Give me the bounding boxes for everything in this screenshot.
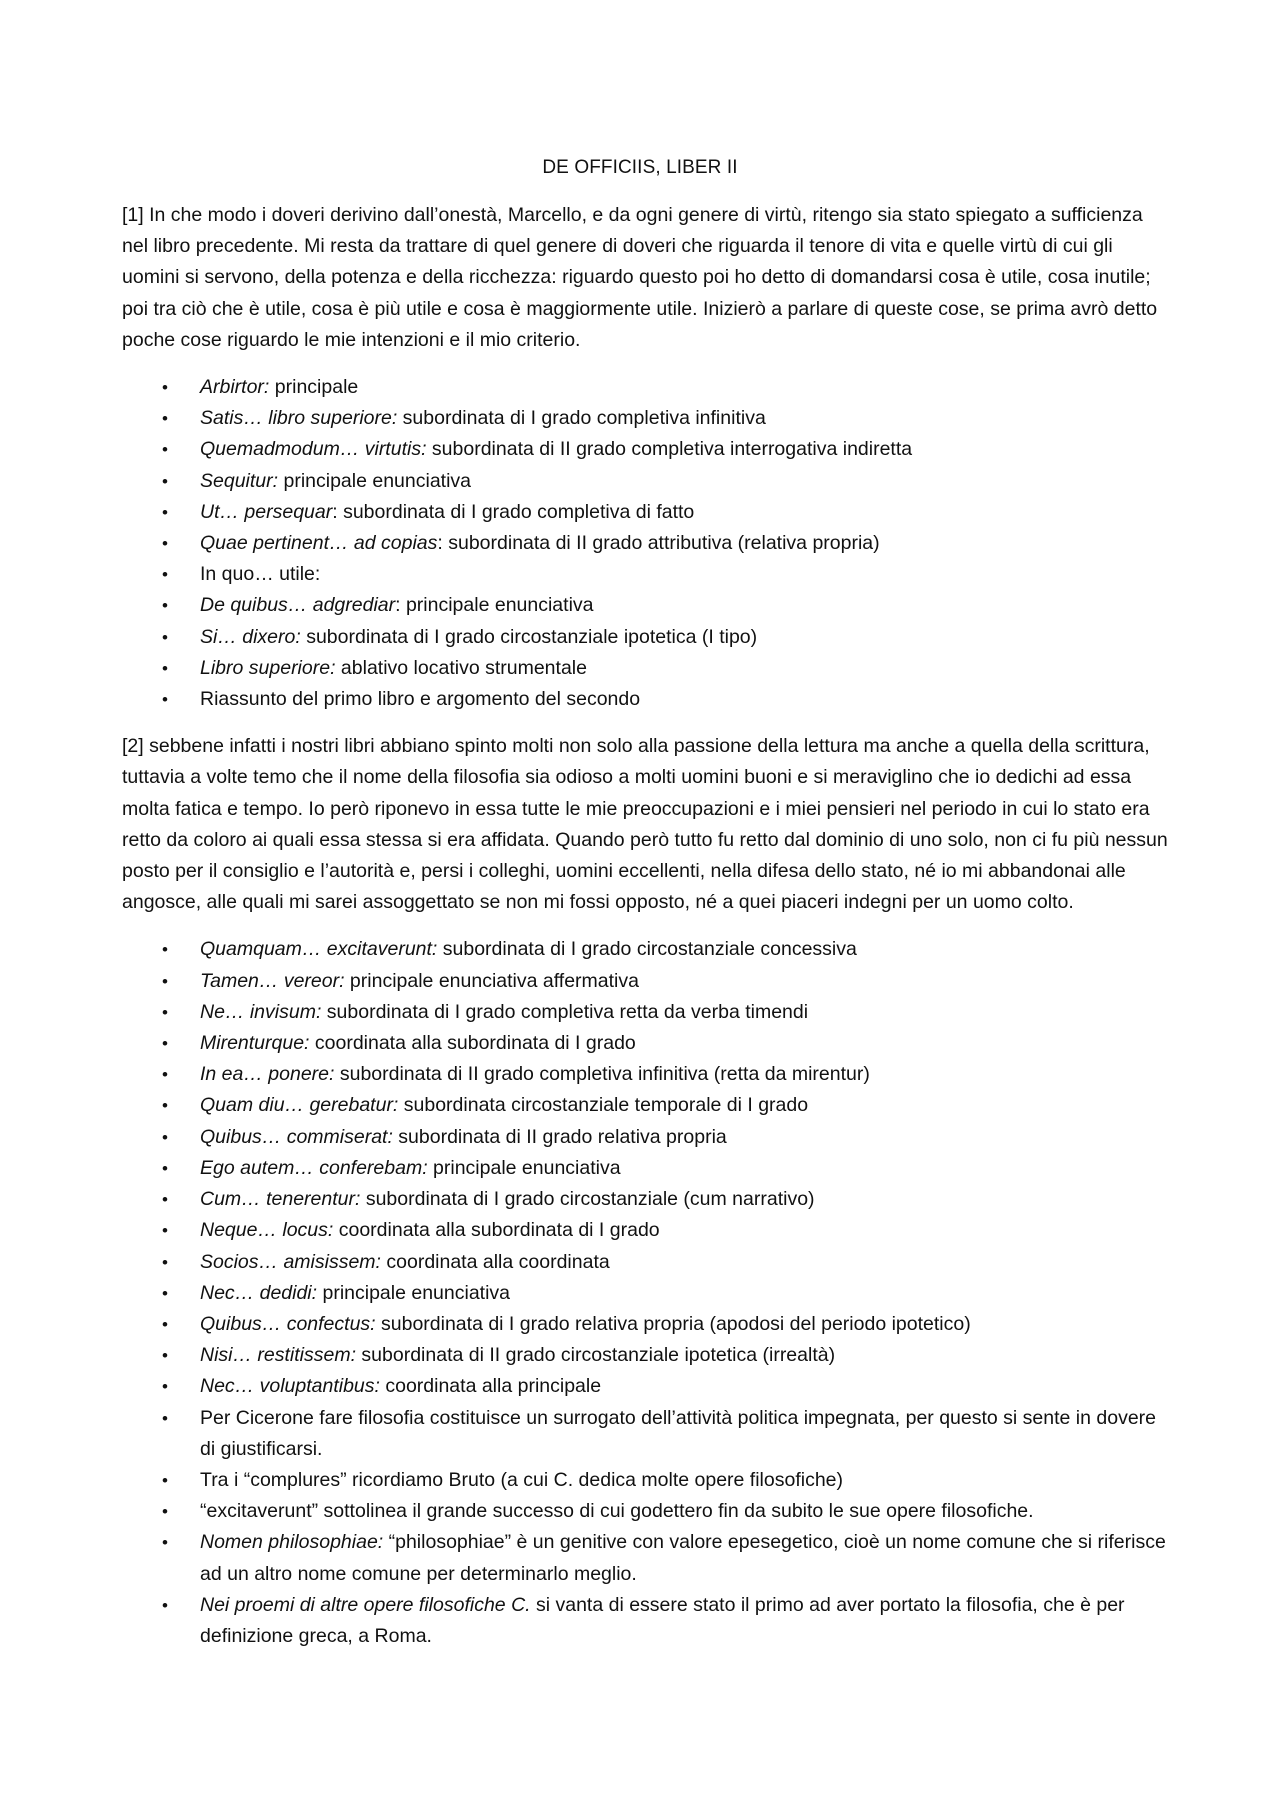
note-text: principale enunciativa xyxy=(427,1156,621,1179)
list-item xyxy=(122,966,1172,997)
bullet-icon: • xyxy=(162,534,168,554)
latin-phrase: Socios… amisissem: xyxy=(200,1250,381,1273)
bullet-icon: • xyxy=(162,409,168,429)
latin-phrase: Quibus… commiserat: xyxy=(200,1125,393,1148)
note-text: In quo… utile: xyxy=(200,563,321,586)
note-text: subordinata di II grado relativa propria xyxy=(392,1125,727,1148)
note-text: coordinata alla principale xyxy=(379,1375,602,1398)
bullet-icon: • xyxy=(162,658,168,678)
latin-phrase: In ea… ponere: xyxy=(200,1063,335,1086)
note-text: “excitaverunt” sottolinea il grande successo di cui godettero fin da subito le sue opere filosofiche. xyxy=(200,1500,1034,1523)
bullet-icon: • xyxy=(162,1252,168,1272)
list-item xyxy=(122,1278,1172,1309)
notes-list-1 xyxy=(122,372,1172,715)
bullet-icon: • xyxy=(162,1096,168,1116)
list-item xyxy=(122,1122,1172,1153)
document-title: DE OFFICIIS, LIBER II xyxy=(542,157,738,178)
bullet-icon: • xyxy=(162,1595,168,1615)
latin-phrase: Quam diu… gerebatur: xyxy=(200,1094,399,1117)
list-item xyxy=(122,528,1172,559)
list-item xyxy=(122,1247,1172,1278)
document-body xyxy=(122,200,1172,1668)
list-item xyxy=(122,684,1172,715)
bullet-icon: • xyxy=(162,1408,168,1428)
list-item xyxy=(122,1309,1172,1340)
bullet-icon: • xyxy=(162,1065,168,1085)
latin-phrase: Ne… invisum: xyxy=(200,1000,322,1023)
paragraph-1: [1] In che modo i doveri derivino dall’onestà, Marcello, e da ogni genere di virtù, ritengo sia stato spiegato a sufficienza nel libro precedente. Mi resta da trattare di quel genere di doveri che riguarda il tenore di vita e quelle virtù di cui gli uomini si servono, della potenza e della ricchezza: riguardo questo poi ho detto di domandarsi cosa è utile, cosa inutile; poi tra ciò che è utile, cosa è più utile e cosa è maggiormente utile. Inizierò a parlare di queste cose, se prima avrò detto poche cose riguardo le mie intenzioni e il mio criterio. xyxy=(122,204,1158,351)
note-text: “philosophiae” è un genitive con valore epesegetico, cioè un nome comune che si riferisce ad un altro nome comune per determinarlo meglio. xyxy=(200,1531,1166,1585)
bullet-icon: • xyxy=(162,565,168,585)
note-text: principale enunciativa affermativa xyxy=(344,969,639,992)
list-item xyxy=(122,934,1172,965)
latin-phrase: De quibus… adgrediar xyxy=(200,594,396,617)
latin-phrase: Mirenturque: xyxy=(200,1032,310,1055)
list-item xyxy=(122,622,1172,653)
bullet-icon: • xyxy=(162,1002,168,1022)
note-text: principale enunciativa xyxy=(278,469,472,492)
list-item xyxy=(122,590,1172,621)
latin-phrase: Si… dixero: xyxy=(200,625,301,648)
bullet-icon: • xyxy=(162,1034,168,1054)
note-text: : subordinata di II grado attributiva (relativa propria) xyxy=(437,532,880,555)
note-text: subordinata circostanziale temporale di I grado xyxy=(398,1094,809,1117)
bullet-icon: • xyxy=(162,1377,168,1397)
note-text: subordinata di II grado completiva interrogativa indiretta xyxy=(426,438,913,461)
paragraph-2: [2] sebbene infatti i nostri libri abbiano spinto molti non solo alla passione della lettura ma anche a quella della scrittura, tuttavia a volte temo che il nome della filosofia sia odioso a molti uomini buoni e si meraviglino che io dedichi ad essa molta fatica e tempo. Io però riponevo in essa tutte le mie preoccupazioni e i miei pensieri nel periodo in cui lo stato era retto da coloro ai quali essa stessa si era affidata. Quando però tutto fu retto dal dominio di uno solo, non ci fu più nessun posto per il consiglio e l’autorità e, persi i colleghi, uomini eccellenti, nella difesa dello stato, né io mi abbandonai alle angosce, alle quali mi sarei assoggettato se non mi fossi opposto, né a quei piaceri indegni per un uomo colto. xyxy=(122,735,1168,914)
bullet-icon: • xyxy=(162,378,168,398)
latin-phrase: Libro superiore: xyxy=(200,656,336,679)
note-text: coordinata alla subordinata di I grado xyxy=(309,1032,636,1055)
list-item xyxy=(122,997,1172,1028)
bullet-icon: • xyxy=(162,440,168,460)
note-text: : subordinata di I grado completiva di fatto xyxy=(332,500,695,523)
latin-phrase: Nec… dedidi: xyxy=(200,1281,318,1304)
bullet-icon: • xyxy=(162,1283,168,1303)
latin-phrase: Satis… libro superiore: xyxy=(200,407,398,430)
note-text: ablativo locativo strumentale xyxy=(335,656,587,679)
bullet-icon: • xyxy=(162,1502,168,1522)
latin-phrase: Tamen… vereor: xyxy=(200,969,345,992)
note-text: subordinata di I grado circostanziale concessiva xyxy=(437,938,857,961)
bullet-icon: • xyxy=(162,1533,168,1553)
note-text: subordinata di I grado completiva retta da verba timendi xyxy=(321,1000,809,1023)
latin-phrase: Neque… locus: xyxy=(200,1219,334,1242)
note-text: subordinata di I grado circostanziale ipotetica (I tipo) xyxy=(300,625,758,648)
bullet-icon: • xyxy=(162,1221,168,1241)
note-text: coordinata alla coordinata xyxy=(380,1250,610,1273)
list-item xyxy=(122,1215,1172,1246)
list-item xyxy=(122,434,1172,465)
note-text: principale xyxy=(269,376,359,399)
bullet-icon: • xyxy=(162,940,168,960)
list-item xyxy=(122,466,1172,497)
note-text: subordinata di I grado completiva infinitiva xyxy=(397,407,766,430)
list-item xyxy=(122,1403,1172,1465)
list-item xyxy=(122,1465,1172,1496)
bullet-icon: • xyxy=(162,596,168,616)
note-text: principale enunciativa xyxy=(317,1281,511,1304)
list-item xyxy=(122,1028,1172,1059)
bullet-icon: • xyxy=(162,1346,168,1366)
latin-phrase: Quae pertinent… ad copias xyxy=(200,532,438,555)
latin-phrase: Nomen philosophiae: xyxy=(200,1531,384,1554)
latin-phrase: Nec… voluptantibus: xyxy=(200,1375,380,1398)
bullet-icon: • xyxy=(162,971,168,991)
latin-phrase: Arbirtor: xyxy=(200,376,270,399)
bullet-icon: • xyxy=(162,1470,168,1490)
note-text: Per Cicerone fare filosofia costituisce un surrogato dell’attività politica impegnata, per questo si sente in dovere di giustificarsi. xyxy=(200,1406,1157,1460)
list-item xyxy=(122,1059,1172,1090)
bullet-icon: • xyxy=(162,627,168,647)
bullet-icon: • xyxy=(162,502,168,522)
latin-phrase: Sequitur: xyxy=(200,469,279,492)
note-text: Riassunto del primo libro e argomento del secondo xyxy=(200,688,641,711)
latin-phrase: Nei proemi di altre opere filosofiche C. xyxy=(200,1593,531,1616)
latin-phrase: Ego autem… conferebam: xyxy=(200,1156,428,1179)
latin-phrase: Quibus… confectus: xyxy=(200,1312,376,1335)
list-item xyxy=(122,1527,1172,1589)
bullet-icon: • xyxy=(162,690,168,710)
list-item xyxy=(122,1153,1172,1184)
bullet-icon: • xyxy=(162,1190,168,1210)
note-text: subordinata di I grado circostanziale (cum narrativo) xyxy=(360,1188,815,1211)
note-text: subordinata di I grado relativa propria (apodosi del periodo ipotetico) xyxy=(375,1312,971,1335)
latin-phrase: Quemadmodum… virtutis: xyxy=(200,438,427,461)
bullet-icon: • xyxy=(162,1314,168,1334)
latin-phrase: Ut… persequar xyxy=(200,500,333,523)
list-item xyxy=(122,497,1172,528)
notes-list-2 xyxy=(122,934,1172,1652)
note-text: subordinata di II grado completiva infinitiva (retta da mirentur) xyxy=(334,1063,870,1086)
note-text: subordinata di II grado circostanziale ipotetica (irrealtà) xyxy=(356,1344,836,1367)
note-text: Tra i “complures” ricordiamo Bruto (a cui C. dedica molte opere filosofiche) xyxy=(200,1468,844,1491)
bullet-icon: • xyxy=(162,1127,168,1147)
note-text: : principale enunciativa xyxy=(395,594,594,617)
list-item xyxy=(122,653,1172,684)
list-item xyxy=(122,1340,1172,1371)
list-item xyxy=(122,1590,1172,1652)
list-item xyxy=(122,403,1172,434)
note-text: si vanta di essere stato il primo ad aver portato la filosofia, che è per definizione greca, a Roma. xyxy=(200,1593,1125,1647)
latin-phrase: Nisi… restitissem: xyxy=(200,1344,357,1367)
latin-phrase: Cum… tenerentur: xyxy=(200,1188,361,1211)
list-item xyxy=(122,1371,1172,1402)
bullet-icon: • xyxy=(162,471,168,491)
list-item xyxy=(122,372,1172,403)
list-item xyxy=(122,1496,1172,1527)
list-item xyxy=(122,1090,1172,1121)
note-text: coordinata alla subordinata di I grado xyxy=(333,1219,660,1242)
list-item xyxy=(122,559,1172,590)
latin-phrase: Quamquam… excitaverunt: xyxy=(200,938,438,961)
list-item xyxy=(122,1184,1172,1215)
bullet-icon: • xyxy=(162,1158,168,1178)
